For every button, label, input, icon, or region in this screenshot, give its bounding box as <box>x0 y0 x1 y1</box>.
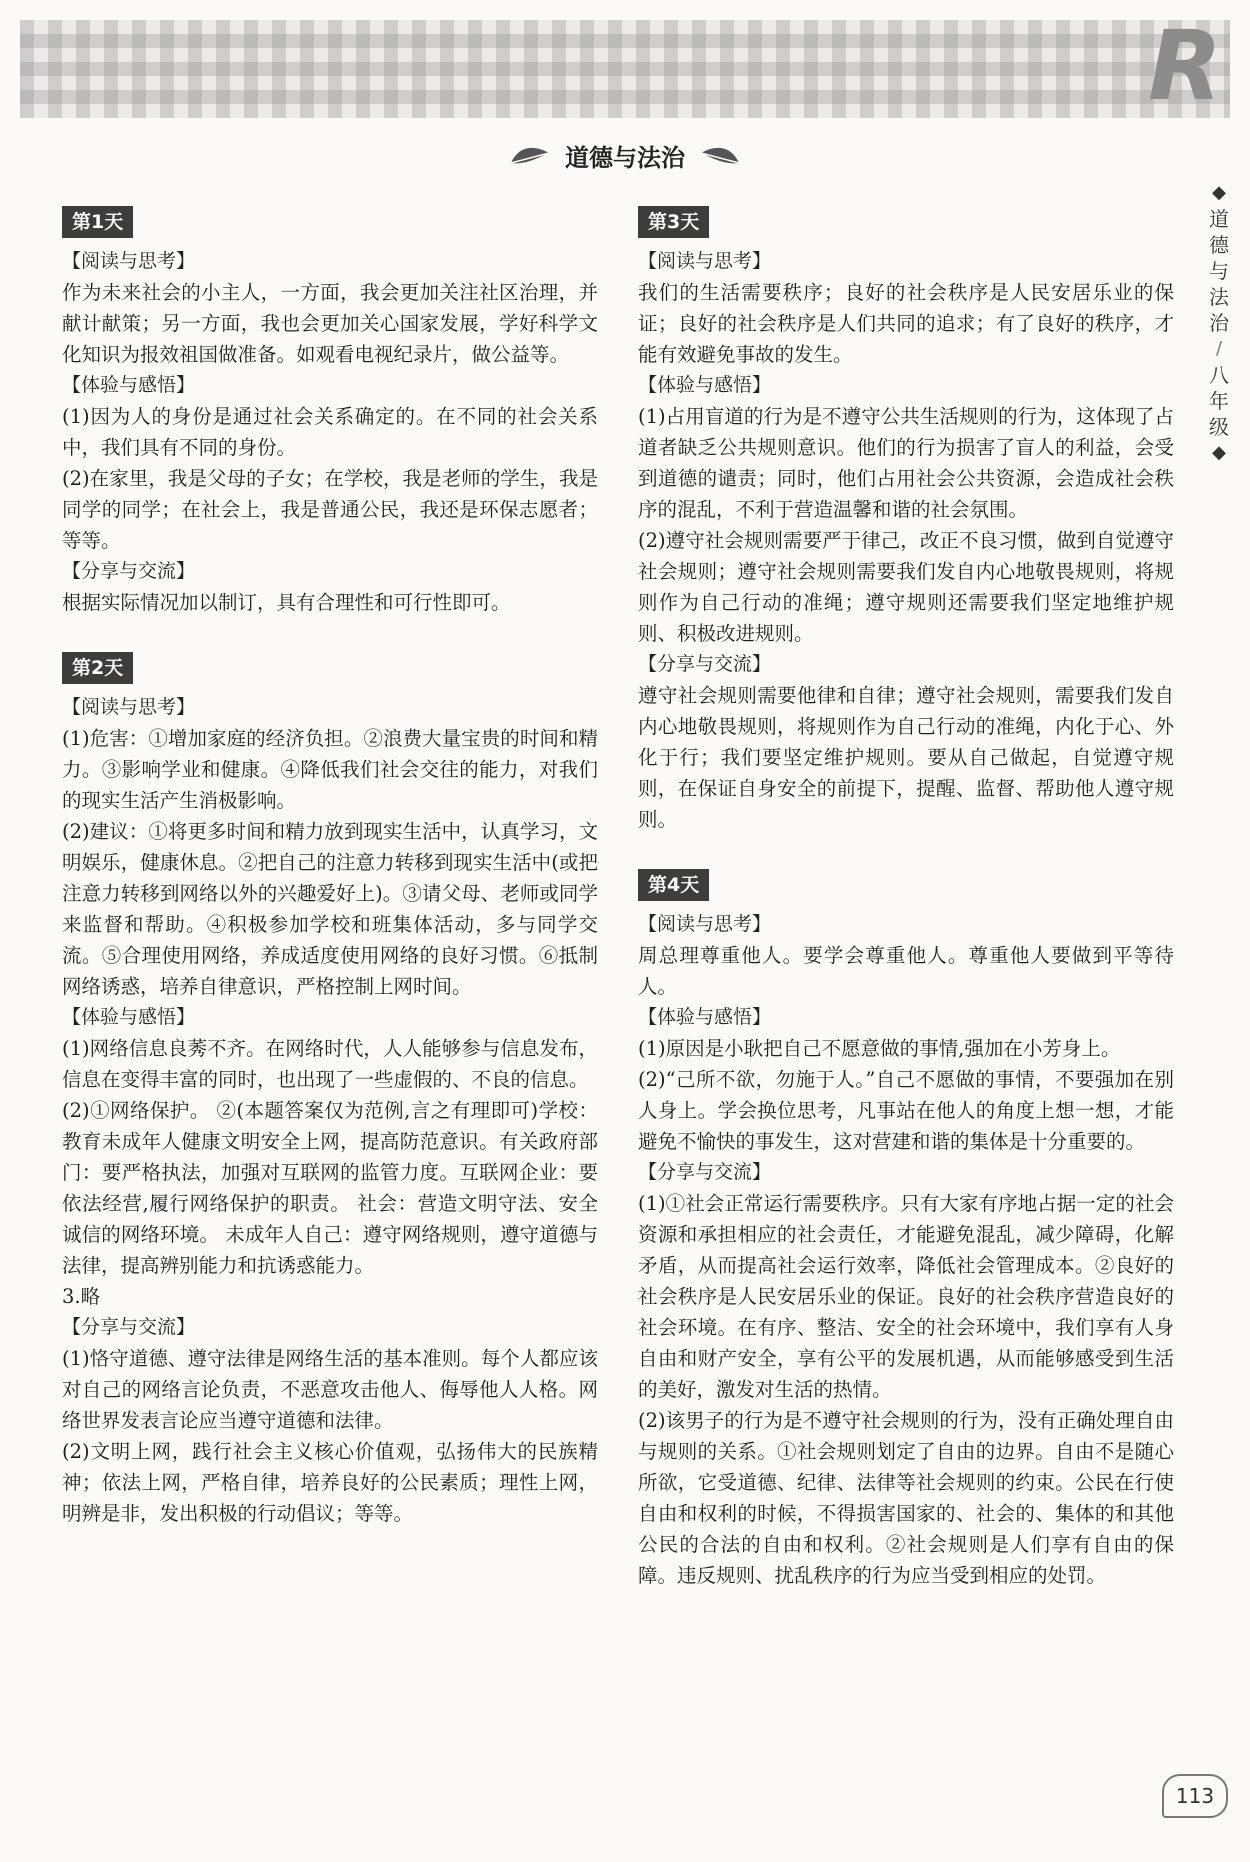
side-tab-subject-char: 治 <box>1209 311 1229 335</box>
leaf-ornament-left-icon <box>509 143 553 169</box>
subject-title-bar <box>0 138 1250 175</box>
answer-paragraph: (1)危害：①增加家庭的经济负担。②浪费大量宝贵的时间和精力。③影响学业和健康。④降低我们社会交往的能力，对我们的现实生活产生消极影响。 <box>62 727 598 812</box>
side-tab-subject-char: 道 <box>1209 207 1229 231</box>
leaf-ornament-right-icon <box>697 143 741 169</box>
answer-paragraph: (1)恪守道德、遵守法律是网络生活的基本准则。每个人都应该对自己的网络言论负责，不恶意攻击他人、侮辱他人人格。网络世界发表言论应当遵守道德和法律。 <box>62 1347 598 1432</box>
block-heading: 【阅读与思考】 <box>638 913 772 935</box>
subject-title: 道德与法治 <box>565 144 685 172</box>
header-checkered-band <box>20 10 1230 122</box>
day-badge: 第2天 <box>62 652 133 684</box>
answer-paragraph: (1)占用盲道的行为是不遵守公共生活规则的行为，这体现了占道者缺乏公共规则意识。他们的行为损害了盲人的利益，会受到道德的谴责；同时，他们占用社会公共资源，会造成社会秩序的混乱，不利于营造温馨和谐的社会氛围。 <box>638 405 1174 521</box>
answer-paragraph: (2)“己所不欲，勿施于人。”自己不愿做的事情，不要强加在别人身上。学会换位思考，凡事站在他人的角度上想一想，才能避免不愉快的事发生，这对营建和谐的集体是十分重要的。 <box>638 1068 1174 1153</box>
block-heading: 【体验与感悟】 <box>62 374 196 396</box>
day-section <box>638 869 1174 1591</box>
block-heading: 【分享与交流】 <box>638 653 772 675</box>
block-heading: 【分享与交流】 <box>638 1161 772 1183</box>
block-heading: 【体验与感悟】 <box>638 1006 772 1028</box>
right-column <box>638 206 1174 1625</box>
answer-paragraph: 遵守社会规则需要他律和自律；遵守社会规则，需要我们发自内心地敬畏规则，将规则作为自己行动的准绳，内化于心、外化于行；我们要坚定维护规则。要从自己做起，自觉遵守规则，在保证自身安全的前提下，提醒、监督、帮助他人遵守规则。 <box>638 684 1174 831</box>
answer-paragraph: (1)①社会正常运行需要秩序。只有大家有序地占据一定的社会资源和承担相应的社会责任，才能避免混乱，减少障碍，化解矛盾，从而提高社会运行效率，降低社会管理成本。②良好的社会秩序是人民安居乐业的保证。良好的社会秩序营造良好的社会环境。在有序、整洁、安全的社会环境中，我们享有人身自由和财产安全，享有公平的发展机遇，从而能够感受到生活的美好，激发对生活的热情。 <box>638 1192 1174 1401</box>
answer-paragraph: 周总理尊重他人。要学会尊重他人。尊重他人要做到平等待人。 <box>638 944 1174 998</box>
block-heading: 【体验与感悟】 <box>62 1006 196 1028</box>
answer-paragraph: 3.略 <box>62 1285 101 1308</box>
answer-paragraph: (2)该男子的行为是不遵守社会规则的行为，没有正确处理自由与规则的关系。①社会规则划定了自由的边界。自由不是随心所欲，它受道德、纪律、法律等社会规则的约束。公民在行使自由和权利的时候，不得损害国家的、社会的、集体的和其他公民的合法的自由和权利。②社会规则是人们享有自由的保障。违反规则、扰乱秩序的行为应当受到相应的处罚。 <box>638 1409 1174 1587</box>
left-column <box>62 206 598 1563</box>
answer-paragraph: 作为未来社会的小主人，一方面，我会更加关注社区治理，并献计献策；另一方面，我也会更加关心国家发展，学好科学文化知识为报效祖国做准备。如观看电视纪录片，做公益等。 <box>62 281 598 366</box>
answer-paragraph: (1)网络信息良莠不齐。在网络时代，人人能够参与信息发布，信息在变得丰富的同时，也出现了一些虚假的、不良的信息。 <box>62 1037 598 1091</box>
side-tab-subject-char: 法 <box>1209 285 1229 309</box>
side-tab <box>1202 180 1236 466</box>
answer-paragraph: (2)在家里，我是父母的子女；在学校，我是老师的学生，我是同学的同学；在社会上，我是普通公民，我还是环保志愿者；等等。 <box>62 467 598 552</box>
day-section <box>62 206 598 618</box>
answer-paragraph: (1)因为人的身份是通过社会关系确定的。在不同的社会关系中，我们具有不同的身份。 <box>62 405 598 459</box>
answer-paragraph: (2)遵守社会规则需要严于律己，改正不良习惯，做到自觉遵守社会规则；遵守社会规则需要我们发自内心地敬畏规则，将规则作为自己行动的准绳；遵守规则还需要我们坚定地维护规则、积极改进规则。 <box>638 529 1174 645</box>
answer-paragraph: (1)原因是小耿把自己不愿意做的事情,强加在小芳身上。 <box>638 1037 1121 1060</box>
answer-paragraph: (2)文明上网，践行社会主义核心价值观，弘扬伟大的民族精神；依法上网，严格自律，培养良好的公民素质；理性上网，明辨是非，发出积极的行动倡议；等等。 <box>62 1440 598 1525</box>
day-badge: 第1天 <box>62 206 133 238</box>
answer-paragraph: 我们的生活需要秩序；良好的社会秩序是人民安居乐业的保证；良好的社会秩序是人们共同的追求；有了良好的秩序，才能有效避免事故的发生。 <box>638 281 1174 366</box>
answer-paragraph: (2)建议：①将更多时间和精力放到现实生活中，认真学习，文明娱乐，健康休息。②把自己的注意力转移到现实生活中(或把注意力转移到网络以外的兴趣爱好上)。③请父母、老师或同学来监督和帮助。④积极参加学校和班集体活动，多与同学交流。⑤合理使用网络，养成适度使用网络的良好习惯。⑥抵制网络诱惑，培养自律意识，严格控制上网时间。 <box>62 820 598 998</box>
block-heading: 【体验与感悟】 <box>638 374 772 396</box>
block-heading: 【分享与交流】 <box>62 560 196 582</box>
diamond-top-icon: ◆ <box>1212 182 1226 203</box>
header-corner-letter: R <box>1148 10 1222 122</box>
answer-paragraph: 根据实际情况加以制订，具有合理性和可行性即可。 <box>62 591 511 614</box>
side-tab-subject-char: 德 <box>1209 233 1229 257</box>
side-tab-grade-char: 八 <box>1209 363 1229 387</box>
side-tab-subject-char: 与 <box>1209 259 1229 283</box>
side-tab-grade-char: 级 <box>1209 415 1229 439</box>
block-heading: 【阅读与思考】 <box>62 250 196 272</box>
block-heading: 【阅读与思考】 <box>62 696 196 718</box>
side-tab-grade-char: 年 <box>1209 389 1229 413</box>
day-section <box>638 206 1174 835</box>
day-badge: 第3天 <box>638 206 709 238</box>
block-heading: 【分享与交流】 <box>62 1316 196 1338</box>
day-section <box>62 652 598 1529</box>
day-badge: 第4天 <box>638 869 709 901</box>
page-number: 113 <box>1162 1774 1228 1818</box>
diamond-bottom-icon: ◆ <box>1212 442 1226 463</box>
answer-paragraph: (2)①网络保护。 ②(本题答案仅为范例,言之有理即可)学校：教育未成年人健康文明安全上网，提高防范意识。有关政府部门：要严格执法，加强对互联网的监管力度。互联网企业：要依法经营,履行网络保护的职责。 社会：营造文明守法、安全诚信的网络环境。 未成年人自己：遵守网络规则，遵守道德与法律，提高辨别能力和抗诱惑能力。 <box>62 1099 598 1277</box>
side-tab-divider: / <box>1215 338 1223 359</box>
block-heading: 【阅读与思考】 <box>638 250 772 272</box>
